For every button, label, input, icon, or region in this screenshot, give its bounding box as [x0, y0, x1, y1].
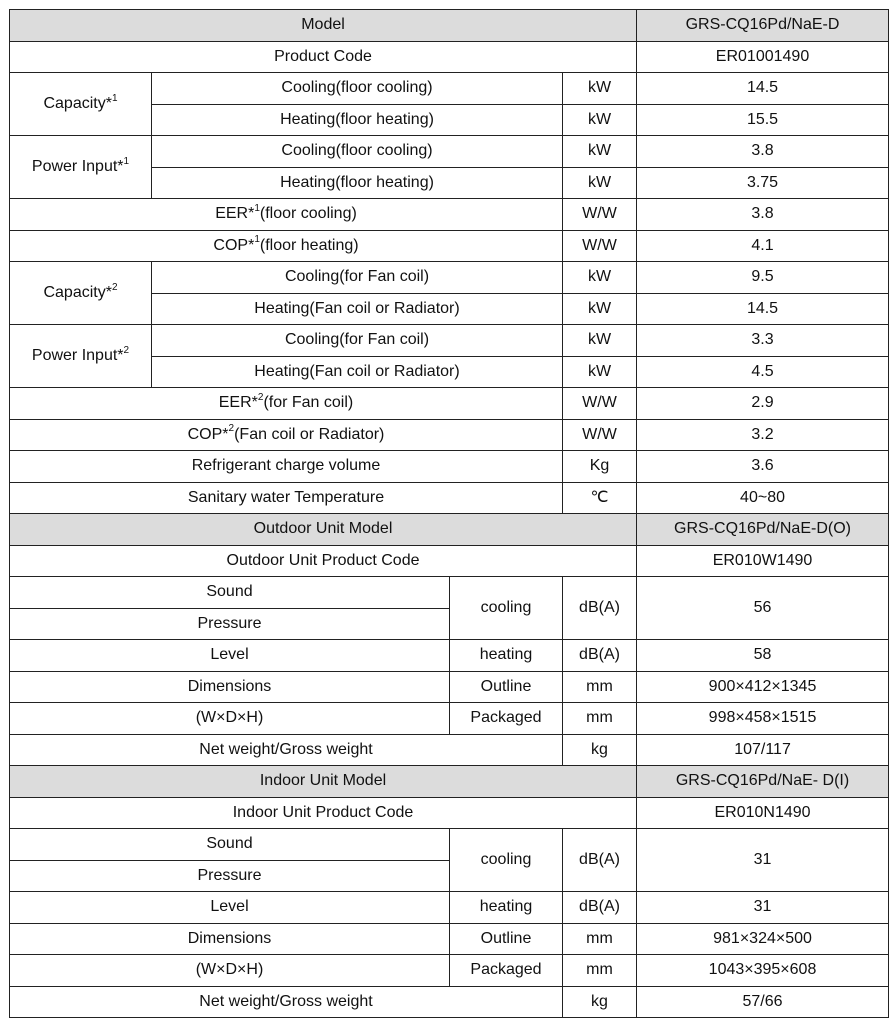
- outdoor-model-value: GRS-CQ16Pd/NaE-D(O): [637, 514, 889, 546]
- eer2-row: [10, 388, 889, 420]
- cop1-label: COP*$^1$(floor heating): [10, 230, 563, 262]
- capacity1-cooling-label: Cooling(floor cooling): [152, 73, 563, 105]
- capacity1-label: Capacity*$^1$: [10, 73, 152, 136]
- indoor-model-label: Indoor Unit Model: [10, 766, 637, 798]
- outdoor-code-row: [10, 545, 889, 577]
- capacity1-cooling-value: 14.5: [637, 73, 889, 105]
- outdoor-sound-cooling-mode: cooling: [450, 577, 563, 640]
- outdoor-outline-row: [10, 671, 889, 703]
- spec-table: [9, 9, 889, 1018]
- eer1-value: 3.8: [637, 199, 889, 231]
- indoor-packaged-value: 1043×395×608: [637, 955, 889, 987]
- outdoor-pressure-label: Pressure: [10, 608, 450, 640]
- outdoor-outline-value: 900×412×1345: [637, 671, 889, 703]
- capacity2-cooling-unit: kW: [563, 262, 637, 294]
- outdoor-packaged-label: Packaged: [450, 703, 563, 735]
- product-code-row: [10, 41, 889, 73]
- capacity2-heating-unit: kW: [563, 293, 637, 325]
- outdoor-sound-heating-mode: heating: [450, 640, 563, 672]
- power2-label: Power Input*$^2$: [10, 325, 152, 388]
- outdoor-code-label: Outdoor Unit Product Code: [10, 545, 637, 577]
- refrigerant-value: 3.6: [637, 451, 889, 483]
- outdoor-packaged-unit: mm: [563, 703, 637, 735]
- power1-heating-value: 3.75: [637, 167, 889, 199]
- outdoor-packaged-value: 998×458×1515: [637, 703, 889, 735]
- indoor-weight-row: [10, 986, 889, 1018]
- indoor-outline-row: [10, 923, 889, 955]
- indoor-model-row: [10, 766, 889, 798]
- power1-cooling-row: [10, 136, 889, 168]
- indoor-sound-heating-unit: dB(A): [563, 892, 637, 924]
- power1-cooling-unit: kW: [563, 136, 637, 168]
- indoor-weight-value: 57/66: [637, 986, 889, 1018]
- indoor-sound-cooling-mode: cooling: [450, 829, 563, 892]
- product-code-label: Product Code: [10, 41, 637, 73]
- outdoor-model-label: Outdoor Unit Model: [10, 514, 637, 546]
- sanitary-label: Sanitary water Temperature: [10, 482, 563, 514]
- cop1-row: [10, 230, 889, 262]
- indoor-code-label: Indoor Unit Product Code: [10, 797, 637, 829]
- capacity1-heating-unit: kW: [563, 104, 637, 136]
- indoor-sound-heating-value: 31: [637, 892, 889, 924]
- outdoor-sound-heating-value: 58: [637, 640, 889, 672]
- eer1-unit: W/W: [563, 199, 637, 231]
- outdoor-model-row: [10, 514, 889, 546]
- capacity2-cooling-row: [10, 262, 889, 294]
- indoor-packaged-row: [10, 955, 889, 987]
- power1-cooling-value: 3.8: [637, 136, 889, 168]
- outdoor-dimensions-label: Dimensions: [10, 671, 450, 703]
- outdoor-level-label: Level: [10, 640, 450, 672]
- eer2-value: 2.9: [637, 388, 889, 420]
- capacity2-heating-value: 14.5: [637, 293, 889, 325]
- indoor-pressure-label: Pressure: [10, 860, 450, 892]
- eer1-label: EER*$^1$(floor cooling): [10, 199, 563, 231]
- outdoor-sound-cooling-unit: dB(A): [563, 577, 637, 640]
- eer2-label: EER*$^2$(for Fan coil): [10, 388, 563, 420]
- indoor-outline-value: 981×324×500: [637, 923, 889, 955]
- indoor-code-row: [10, 797, 889, 829]
- capacity1-heating-value: 15.5: [637, 104, 889, 136]
- outdoor-sound-cooling-value: 56: [637, 577, 889, 640]
- capacity1-cooling-unit: kW: [563, 73, 637, 105]
- outdoor-weight-label: Net weight/Gross weight: [10, 734, 563, 766]
- outdoor-weight-row: [10, 734, 889, 766]
- indoor-outline-label: Outline: [450, 923, 563, 955]
- indoor-dimensions-sub: (W×D×H): [10, 955, 450, 987]
- power1-label: Power Input*$^1$: [10, 136, 152, 199]
- outdoor-sound-label: Sound: [10, 577, 450, 609]
- capacity2-label: Capacity*$^2$: [10, 262, 152, 325]
- indoor-outline-unit: mm: [563, 923, 637, 955]
- cop2-unit: W/W: [563, 419, 637, 451]
- indoor-packaged-label: Packaged: [450, 955, 563, 987]
- outdoor-packaged-row: [10, 703, 889, 735]
- indoor-sound-cooling-unit: dB(A): [563, 829, 637, 892]
- capacity1-cooling-row: [10, 73, 889, 105]
- cop2-value: 3.2: [637, 419, 889, 451]
- power1-heating-unit: kW: [563, 167, 637, 199]
- outdoor-sound-heating-unit: dB(A): [563, 640, 637, 672]
- power2-cooling-row: [10, 325, 889, 357]
- eer1-row: [10, 199, 889, 231]
- indoor-dimensions-label: Dimensions: [10, 923, 450, 955]
- model-value: GRS-CQ16Pd/NaE-D: [637, 10, 889, 42]
- indoor-sound-heating-mode: heating: [450, 892, 563, 924]
- power2-cooling-unit: kW: [563, 325, 637, 357]
- indoor-weight-label: Net weight/Gross weight: [10, 986, 563, 1018]
- power1-heating-label: Heating(floor heating): [152, 167, 563, 199]
- product-code-value: ER01001490: [637, 41, 889, 73]
- refrigerant-unit: Kg: [563, 451, 637, 483]
- outdoor-code-value: ER010W1490: [637, 545, 889, 577]
- power2-heating-label: Heating(Fan coil or Radiator): [152, 356, 563, 388]
- outdoor-dimensions-sub: (W×D×H): [10, 703, 450, 735]
- cop2-row: [10, 419, 889, 451]
- power2-cooling-label: Cooling(for Fan coil): [152, 325, 563, 357]
- outdoor-outline-label: Outline: [450, 671, 563, 703]
- sanitary-row: [10, 482, 889, 514]
- capacity2-cooling-label: Cooling(for Fan coil): [152, 262, 563, 294]
- indoor-weight-unit: kg: [563, 986, 637, 1018]
- indoor-sound-row-1: [10, 829, 889, 861]
- refrigerant-label: Refrigerant charge volume: [10, 451, 563, 483]
- power2-heating-unit: kW: [563, 356, 637, 388]
- outdoor-sound-row-3: [10, 640, 889, 672]
- sanitary-unit: ℃: [563, 482, 637, 514]
- outdoor-outline-unit: mm: [563, 671, 637, 703]
- capacity2-cooling-value: 9.5: [637, 262, 889, 294]
- model-row: [10, 10, 889, 42]
- cop2-label: COP*$^2$(Fan coil or Radiator): [10, 419, 563, 451]
- outdoor-sound-row-1: [10, 577, 889, 609]
- outdoor-weight-value: 107/117: [637, 734, 889, 766]
- power2-heating-value: 4.5: [637, 356, 889, 388]
- indoor-sound-row-3: [10, 892, 889, 924]
- indoor-sound-cooling-value: 31: [637, 829, 889, 892]
- eer2-unit: W/W: [563, 388, 637, 420]
- power1-cooling-label: Cooling(floor cooling): [152, 136, 563, 168]
- indoor-level-label: Level: [10, 892, 450, 924]
- indoor-sound-label: Sound: [10, 829, 450, 861]
- outdoor-weight-unit: kg: [563, 734, 637, 766]
- indoor-model-value: GRS-CQ16Pd/NaE- D(I): [637, 766, 889, 798]
- capacity2-heating-label: Heating(Fan coil or Radiator): [152, 293, 563, 325]
- indoor-code-value: ER010N1490: [637, 797, 889, 829]
- power2-cooling-value: 3.3: [637, 325, 889, 357]
- cop1-unit: W/W: [563, 230, 637, 262]
- refrigerant-row: [10, 451, 889, 483]
- cop1-value: 4.1: [637, 230, 889, 262]
- indoor-packaged-unit: mm: [563, 955, 637, 987]
- capacity1-heating-label: Heating(floor heating): [152, 104, 563, 136]
- model-label: Model: [10, 10, 637, 42]
- sanitary-value: 40~80: [637, 482, 889, 514]
